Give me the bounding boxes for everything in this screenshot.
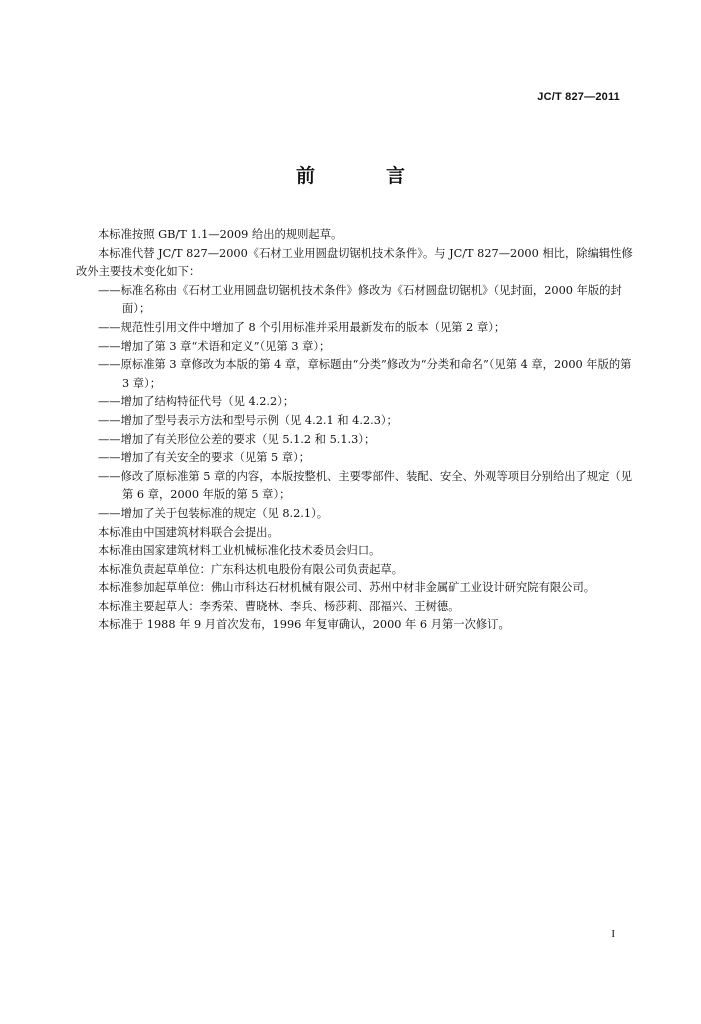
paragraph-proposer: 本标准由中国建筑材料联合会提出。 bbox=[98, 525, 279, 539]
change-item: ——增加了第 3 章“术语和定义”（见第 3 章）； bbox=[98, 339, 331, 353]
change-item: ——增加了有关安全的要求（见第 5 章）； bbox=[98, 451, 311, 465]
change-item: ——标准名称由《石材工业用圆盘切锯机技术条件》修改为《石材圆盘切锯机》（见封面，2000 年版的封面）； bbox=[98, 283, 622, 316]
standard-code: JC/T 827—2011 bbox=[537, 91, 620, 103]
change-item: ——增加了关于包装标准的规定（见 8.2.1）。 bbox=[98, 506, 329, 520]
paragraph-replacement: 本标准代替 JC/T 827—2000《石材工业用圆盘切锯机技术条件》。与 JC/T 827—2000 相比，除编辑性修改外主要技术变化如下： bbox=[76, 246, 633, 279]
change-item: ——增加了有关形位公差的要求（见 5.1.2 和 5.1.3）； bbox=[98, 432, 376, 446]
change-item: ——原标准第 3 章修改为本版的第 4 章，章标题由“分类”修改为“分类和命名”（见第 4 章，2000 年版的第 3 章）； bbox=[98, 358, 632, 390]
paragraph-main-drafters: 本标准主要起草人：李秀荣、曹晓林、李兵、杨莎莉、邵福兴、王树德。 bbox=[98, 599, 460, 613]
page-number: I bbox=[611, 928, 615, 940]
paragraph-lead-drafter: 本标准负责起草单位：广东科达机电股份有限公司负责起草。 bbox=[98, 562, 404, 576]
change-item: ——修改了原标准第 5 章的内容，本版按整机、主要零部件、装配、安全、外观等项目分别给出了规定（见第 6 章，2000 年版的第 5 章）； bbox=[98, 469, 633, 502]
change-item: ——规范性引用文件中增加了 8 个引用标准并采用最新发布的版本（见第 2 章）； bbox=[98, 320, 506, 334]
paragraph-drafting-rules: 本标准按照 GB/T 1.1—2009 给出的规则起草。 bbox=[98, 228, 343, 241]
paragraph-participating-drafters: 本标准参加起草单位：佛山市科达石材机械有限公司、苏州中材非金属矿工业设计研究院有限公司。 bbox=[98, 581, 596, 595]
change-item: ——增加了型号表示方法和型号示例（见 4.2.1 和 4.2.3）； bbox=[98, 413, 398, 427]
page-title: 前 言 bbox=[295, 165, 431, 187]
paragraph-publication-history: 本标准于 1988 年 9 月首次发布，1996 年复审确认，2000 年 6 月第一次修订。 bbox=[98, 618, 510, 632]
foreword-body bbox=[76, 226, 634, 635]
change-item: ——增加了结构特征代号（见 4.2.2）； bbox=[98, 395, 295, 409]
paragraph-technical-committee: 本标准由国家建筑材料工业机械标准化技术委员会归口。 bbox=[98, 544, 381, 558]
